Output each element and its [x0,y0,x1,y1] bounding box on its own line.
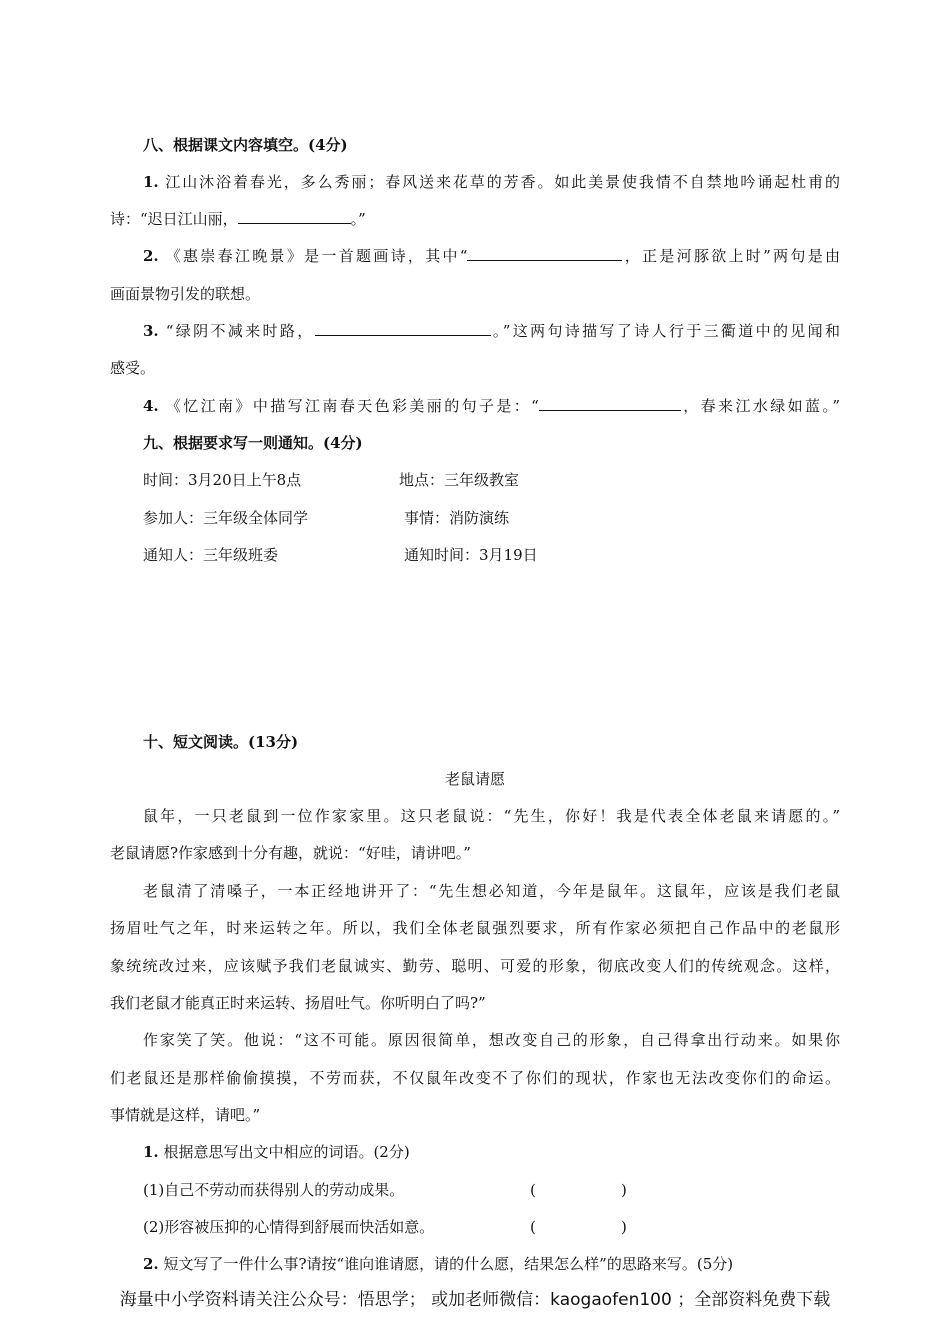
q8-4-number: 4. [143,397,159,415]
q8-3-prefix: “绿阴不减来时路， [165,322,315,340]
q8-4-line1 [143,396,840,416]
q8-1-line2 [110,209,366,229]
q8-2-prefix: 《惠崇春江晚景》是一首题画诗，其中“ [165,247,468,265]
q8-2-line2: 画面景物引发的联想。 [110,285,261,303]
q8-4-answer-blank[interactable] [539,396,681,411]
q8-1-line1 [143,172,840,192]
q8-1-number: 1. [143,173,159,191]
q8-1-text: 江山沐浴着春光，多么秀丽；春风送来花草的芳香。如此美景使我情不自禁地吟诵起杜甫的 [165,173,840,191]
passage-p1-line1: 鼠年，一只老鼠到一位作家家里。这只老鼠说：“先生，你好！我是代表全体老鼠来请愿的。” [143,807,840,825]
q10-1-2: (2)形容被压抑的心情得到舒展而快活如意。 [143,1218,435,1236]
passage-p2-line1: 老鼠清了清嗓子，一本正经地讲开了：“先生想必知道，今年是鼠年。这鼠年，应该是我们老鼠 [143,882,840,900]
q8-2-number: 2. [143,247,159,265]
notice-notifier: 通知人：三年级班委 [143,546,279,564]
q8-2-line1 [143,246,840,266]
section9-heading: 九、根据要求写一则通知。(4分) [143,434,363,452]
notice-send-time: 通知时间：3月19日 [404,546,538,564]
q10-2-text: 短文写了一件什么事?请按“谁向谁请愿，请的什么愿，结果怎么样”的思路来写。(5分) [163,1255,734,1273]
notice-place: 地点：三年级教室 [399,471,520,489]
q8-4-prefix: 《忆江南》中描写江南春天色彩美丽的句子是：“ [165,397,539,415]
q10-1-1: (1)自己不劳动而获得别人的劳动成果。 [143,1181,405,1199]
passage-p2-line3: 象统统改过来，应该赋予我们老鼠诚实、勤劳、聪明、可爱的形象，彻底改变人们的传统观念。这样， [110,957,840,975]
q8-1-prefix: 诗：“迟日江山丽， [110,210,238,228]
q8-3-line1 [143,321,840,341]
notice-matter: 事情：消防演练 [404,509,510,527]
q10-1-1-open-paren: ( [530,1181,536,1199]
passage-p3-line2: 们老鼠还是那样偷偷摸摸，不劳而获，不仅鼠年改变不了你们的现状，作家也无法改变你们的命运。 [110,1069,840,1087]
q8-3-line2: 感受。 [110,359,156,377]
passage-p1-line2: 老鼠请愿?作家感到十分有趣，就说：“好哇，请讲吧。” [110,844,471,862]
q8-2-answer-blank[interactable] [467,246,622,261]
q10-1 [143,1142,410,1162]
footer-notice: 海量中小学资料请关注公众号：悟思学； 或加老师微信：kaogaofen100 ；全部资料免费下载 [119,1290,831,1310]
q10-1-2-open-paren: ( [530,1218,536,1236]
q8-1-suffix: 。” [350,210,366,228]
section10-heading: 十、短文阅读。(13分) [143,733,299,751]
section8-heading: 八、根据课文内容填空。(4分) [143,136,348,154]
q10-1-1-close-paren: ) [621,1181,627,1199]
q8-2-suffix: ，正是河豚欲上时”两句是由 [622,247,840,265]
q10-2 [143,1254,733,1274]
q8-3-number: 3. [143,322,159,340]
q8-4-suffix: ，春来江水绿如蓝。” [680,397,840,415]
q8-3-suffix: 。”这两句诗描写了诗人行于三衢道中的见闻和 [490,322,840,340]
q10-1-number: 1. [143,1143,159,1161]
q10-1-1-answer-box[interactable] [578,1180,618,1200]
q8-1-answer-blank[interactable] [238,209,351,224]
notice-time: 时间：3月20日上午8点 [143,471,302,489]
passage-p2-line2: 扬眉吐气之年，时来运转之年。所以，我们全体老鼠强烈要求，所有作家必须把自己作品中的老鼠形 [110,919,840,937]
passage-p2-line4: 我们老鼠才能真正时来运转、扬眉吐气。你听明白了吗?” [110,994,486,1012]
notice-participants: 参加人：三年级全体同学 [143,509,309,527]
passage-title: 老鼠请愿 [444,770,505,788]
passage-p3-line3: 事情就是这样，请吧。” [110,1106,261,1124]
q8-3-answer-blank[interactable] [315,321,491,336]
q10-1-2-close-paren: ) [621,1218,627,1236]
q10-1-text: 根据意思写出文中相应的词语。(2分) [163,1143,410,1161]
q10-2-number: 2. [143,1255,159,1273]
q10-1-2-answer-box[interactable] [578,1217,618,1237]
passage-p3-line1: 作家笑了笑。他说：“这不可能。原因很简单，想改变自己的形象，自己得拿出行动来。如果你 [143,1031,840,1049]
